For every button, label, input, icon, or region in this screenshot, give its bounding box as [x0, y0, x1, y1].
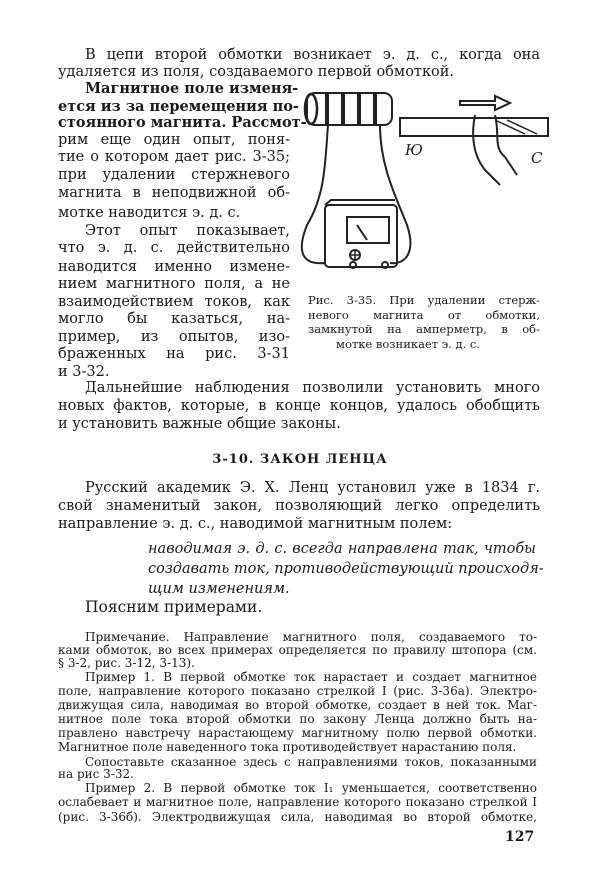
text-line: нием магнитного поля, а не — [58, 276, 290, 292]
text-line: (рис. 3-36б). Электродвижущая сила, наводимая во второй обмотке, — [58, 810, 537, 824]
law-statement-line: щим изменениям. — [148, 581, 290, 597]
text-line: Магнитное поле наведенного тока противодействует нарастанию поля. — [58, 740, 517, 754]
text-line: браженных на рис. 3-31 — [58, 346, 290, 362]
examples-intro: Поясним примерами. — [85, 598, 263, 616]
text-line: ками обмоток, во всех примерах определяется по правилу штопора (см. — [58, 643, 537, 657]
text-line: наводится именно измене- — [58, 259, 290, 275]
text-line: поле, направление которого показано стрелкой I (рис. 3-36а). Электро- — [58, 684, 537, 698]
ammeter-icon — [325, 205, 397, 267]
text-line: рим еще один опыт, поня- — [58, 132, 290, 148]
text-line: удаляется из поля, создаваемого первой обмоткой. — [58, 64, 455, 80]
figure-caption-line: замкнутой на амперметр, в об- — [308, 322, 540, 336]
figure-caption-line: невого магнита от обмотки, — [308, 308, 540, 322]
text-line: Магнитное поле изменя- — [85, 80, 299, 97]
text-line: направление э. д. с., наводимой магнитным полем: — [58, 516, 453, 532]
text-line: ется из за перемещения по- — [58, 98, 299, 115]
text-line: ослабевает и магнитное поле, направление которого показано стрелкой I — [58, 795, 537, 809]
figure-3-35 — [295, 85, 550, 290]
law-statement-line: наводимая э. д. с. всегда направлена так, чтобы — [148, 541, 536, 557]
text-line: свой знаменитый закон, позволяющий легко определить — [58, 498, 540, 514]
text-line: Пример 2. В первой обмотке ток I₁ уменьшается, соответственно — [85, 781, 537, 795]
text-line: и установить важные общие законы. — [58, 416, 341, 432]
text-line: Сопоставьте сказанное здесь с направлениями токов, показанными — [85, 755, 537, 769]
text-line: магнита в неподвижной об- — [58, 185, 290, 201]
figure-caption-line: мотке возникает э. д. с. — [336, 337, 480, 351]
coil-icon — [307, 93, 392, 125]
text-line: правлено навстречу нарастающему магнитному полю первой обмотки. — [58, 726, 537, 740]
text-line: § 3-2, рис. 3-12, 3-13). — [58, 656, 195, 670]
north-pole-label: Ю — [405, 141, 423, 159]
section-heading: 3-10. ЗАКОН ЛЕНЦА — [212, 452, 388, 467]
law-statement-line: создавать ток, противодействующий происходя- — [148, 561, 544, 577]
text-line: В цепи второй обмотки возникает э. д. с., когда она — [85, 47, 540, 63]
text-line: на рис 3-32. — [58, 767, 134, 781]
text-line: движущая сила, наводимая во второй обмотке, создает в ней ток. Маг- — [58, 698, 537, 712]
motion-arrow-icon — [460, 96, 510, 110]
south-pole-label: С — [531, 149, 543, 167]
text-line: Пример 1. В первой обмотке ток нарастает и создает магнитное — [85, 670, 537, 684]
text-line: Этот опыт показывает, — [85, 223, 290, 239]
text-line: Примечание. Направление магнитного поля, создаваемого то- — [85, 630, 537, 644]
text-line: тие о котором дает рис. 3-35; — [58, 149, 290, 165]
text-line: Дальнейшие наблюдения позволили установить много — [85, 380, 540, 396]
text-line: могло бы казаться, на- — [58, 311, 290, 327]
text-line: новых фактов, которые, в конце концов, удалось обобщить — [58, 398, 540, 414]
page-number: 127 — [505, 829, 535, 845]
text-line: Русский академик Э. Х. Ленц установил уже в 1834 г. — [85, 480, 540, 496]
text-line: что э. д. с. действительно — [58, 240, 290, 256]
text-line: и 3-32. — [58, 364, 110, 380]
text-line: пример, из опытов, изо- — [58, 329, 290, 345]
text-line: взаимодействием токов, как — [58, 294, 290, 310]
text-line: мотке наводится э. д. с. — [58, 205, 241, 221]
text-line: нитное поле тока второй обмотки по закону Ленца должно быть на- — [58, 712, 537, 726]
text-line: стоянного магнита. Рассмот- — [58, 114, 307, 131]
figure-caption-line: Рис. 3-35. При удалении стерж- — [308, 293, 540, 307]
text-line: при удалении стержневого — [58, 167, 290, 183]
